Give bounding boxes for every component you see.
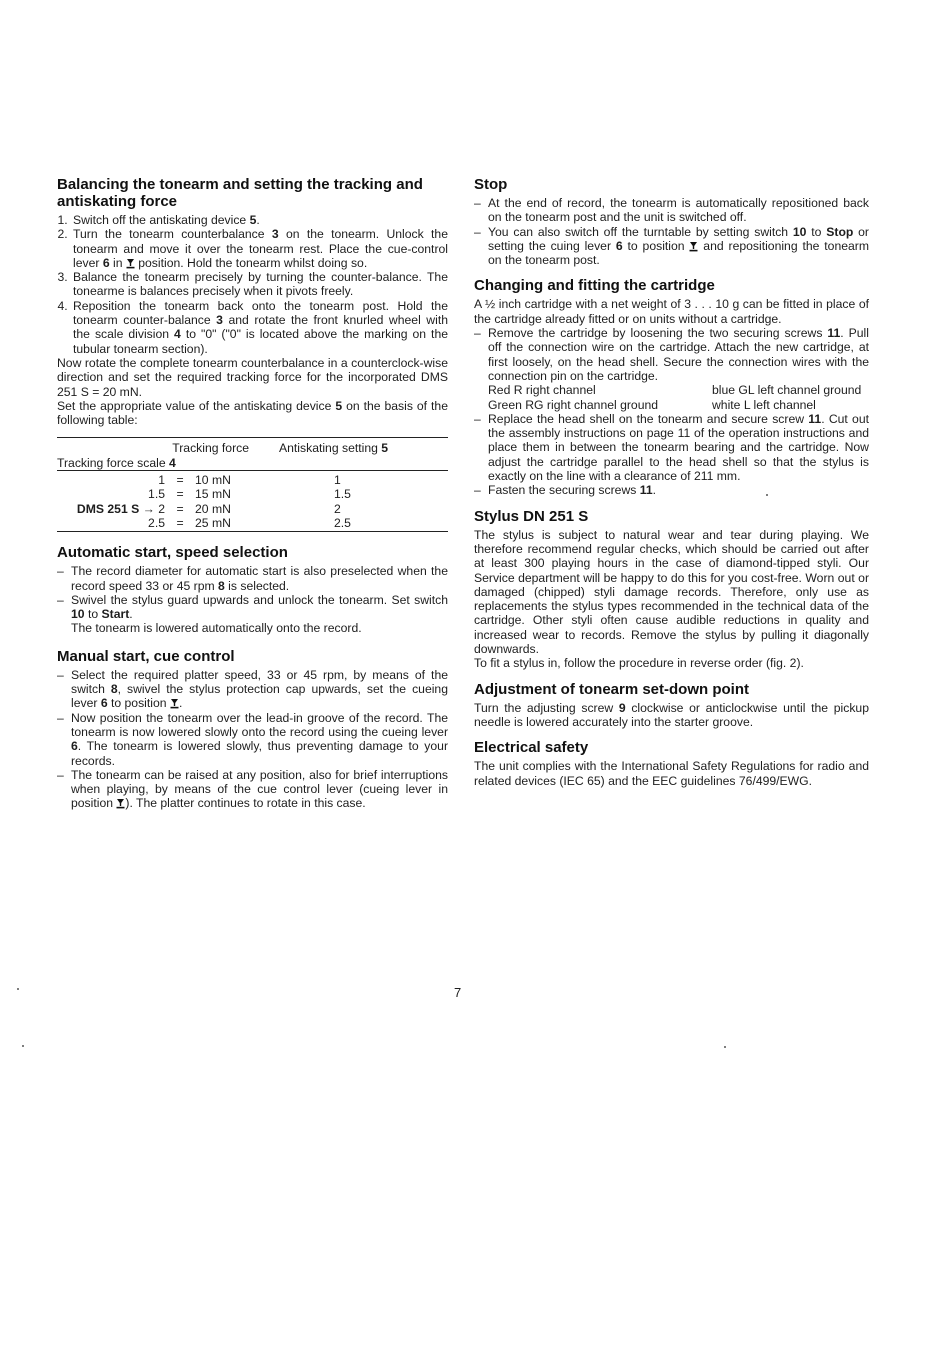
table-row: 1 = 10 mN 1: [158, 473, 341, 488]
wire-blue: blue GL left channel ground: [712, 383, 862, 398]
table-head-tracking: Tracking force: [172, 441, 249, 456]
wire-green: Green RG right channel ground: [488, 397, 659, 412]
balancing-step-3: 3. Balance the tonearm precisely by turning the counter-balance. The tonearme is balances precisely when it pivots freely.: [71, 270, 448, 299]
balancing-step-2: 2. Turn the tonearm counterbalance 3 on the tonearm. Unlock the tonearm and move it over the tonearm rest. Place the cue-control lever 6 in position. Hold the tonearm whilst doing so.: [71, 227, 448, 270]
cue-lowered-icon: [126, 258, 135, 269]
scan-speck: [22, 1045, 24, 1047]
list-item: – The record diameter for automatic start is also preselected when the record speed 33 or 45 rpm 8 is selected.: [57, 564, 448, 593]
stop-list: [474, 196, 869, 267]
list-item: – Swivel the stylus guard upwards and unlock the tonearm. Set switch 10 to Start. The tonearm is lowered automatically onto the record.: [57, 593, 448, 636]
cartridge-list: [474, 326, 869, 498]
table-head-antiskating: Antiskating setting 5: [279, 441, 389, 456]
page-number: 7: [454, 985, 462, 1000]
manual-start-heading: Manual start, cue control: [57, 647, 235, 665]
table-head-scale: Tracking force scale 4: [57, 455, 176, 470]
left-column: [57, 176, 448, 811]
manual-start-list: [57, 668, 448, 811]
dms-label: DMS 251 S: [76, 501, 140, 516]
wire-white: white L left channel: [712, 397, 816, 412]
list-item: – Now position the tonearm over the lead-in groove of the record. The tonearm is now lowered slowly onto the record using the cueing lever 6. The tonearm is lowered slowly, thus preventing damage to your records.: [57, 711, 448, 768]
cue-lowered-icon: [170, 698, 179, 709]
right-column: [474, 176, 869, 788]
balancing-step-1: 1. Switch off the antiskating device 5.: [71, 213, 448, 227]
list-item: – Remove the cartridge by loosening the two securing screws 11. Pull off the connection wire on the cartridge. Attach the new cartridge, at first loosely, on the head shell. Secure the connection wires with the connection pin on the cartridge. Red R right channel blue GL left channel ground Green RG right channel ground white L left channel: [474, 326, 869, 412]
table-row: 1.5 = 15 mN 1.5: [148, 487, 351, 502]
balancing-para-2: Set the appropriate value of the antiskating device 5 on the basis of the following table:: [57, 398, 448, 428]
stop-heading: Stop: [474, 176, 508, 193]
arrow: →: [142, 501, 155, 516]
balancing-step-4: 4. Reposition the tonearm back onto the tonearm post. Hold the tonearm counter-balance 3 and rotate the front knurled wheel with the scale division 4 to "0" ("0" is located above the marking on the tubular tonearm section).: [71, 299, 448, 356]
scan-speck: [17, 988, 19, 990]
list-item: – Replace the head shell on the tonearm and secure screw 11. Cut out the assembly instructions on page 11 of the operation instructions and place them in between the tonearm bearing and the cartridge. Now adjust the cartridge parallel to the head shell so that the stylus is exactly on the line with a clearance of 211 mm.: [474, 412, 869, 483]
scan-speck: [724, 1046, 726, 1048]
balancing-heading: Balancing the tonearm and setting the tracking and antiskating force: [57, 176, 423, 210]
scan-speck: [766, 494, 768, 496]
list-item: – The tonearm can be raised at any position, also for brief interruptions when playing, by means of the cue control lever (cueing lever in position ). The platter continues to rotate in this case.: [57, 768, 448, 811]
wire-red: Red R right channel: [488, 383, 596, 398]
table-row: 2.5 = 25 mN 2.5: [57, 516, 448, 532]
setdown-body: Turn the adjusting screw 9 clockwise or anticlockwise until the pickup needle is lowered accurately into the starter groove.: [474, 700, 869, 729]
cartridge-heading: Changing and fitting the cartridge: [474, 277, 715, 295]
stylus-heading: Stylus DN 251 S: [474, 507, 589, 525]
balancing-steps: [57, 213, 448, 356]
wire-color-table: [488, 383, 869, 412]
balancing-para-1: Now rotate the complete tonearm counterbalance in a counterclock-wise direction and set the required tracking force for the incorporated DMS 251 S = 20 mN.: [57, 355, 448, 399]
setdown-heading: Adjustment of tonearm set-down point: [474, 680, 749, 698]
list-item: – Fasten the securing screws 11.: [474, 483, 869, 497]
list-item: – Select the required platter speed, 33 or 45 rpm, by means of the switch 8, swivel the stylus protection cap upwards, set the cueing lever 6 to position .: [57, 668, 448, 711]
table-row: DMS 251 S → 2 = 20 mN 2: [76, 501, 341, 516]
tracking-force-table: [57, 437, 448, 532]
stylus-body: The stylus is subject to natural wear and tear during playing. We therefore recommend regular checks, which should be carried out after at least 300 playing hours in the case of diamond-tipped styli. Our Service department will be happy to do this for you cost-free. Worn out or damaged (chipped) styli damage records. Therefore, only use as replacements the stylus types recommended in the technical data of the cartridge. Other styli often cause audible reductions in quality and increased wear to records. Remove the stylus by pulling it diagonally downwards.: [474, 527, 869, 657]
electrical-heading: Electrical safety: [474, 739, 589, 757]
auto-start-list: [57, 564, 448, 635]
stylus-body-2: To fit a stylus in, follow the procedure in reverse order (fig. 2).: [474, 656, 804, 671]
list-item: – At the end of record, the tonearm is automatically repositioned back on the tonearm post and the unit is switched off.: [474, 196, 869, 225]
list-item: – You can also switch off the turntable by setting switch 10 to Stop or setting the cuing lever 6 to position and repositioning the tonearm on the tonearm post.: [474, 225, 869, 268]
auto-start-heading: Automatic start, speed selection: [57, 544, 288, 562]
cartridge-intro: A ½ inch cartridge with a net weight of 3 . . . 10 g can be fitted in place of the cartridge already fitted or on units without a cartridge.: [474, 297, 869, 326]
electrical-body: The unit complies with the International Safety Regulations for radio and related devices (IEC 65) and the EEC guidelines 76/499/EWG.: [474, 759, 869, 788]
